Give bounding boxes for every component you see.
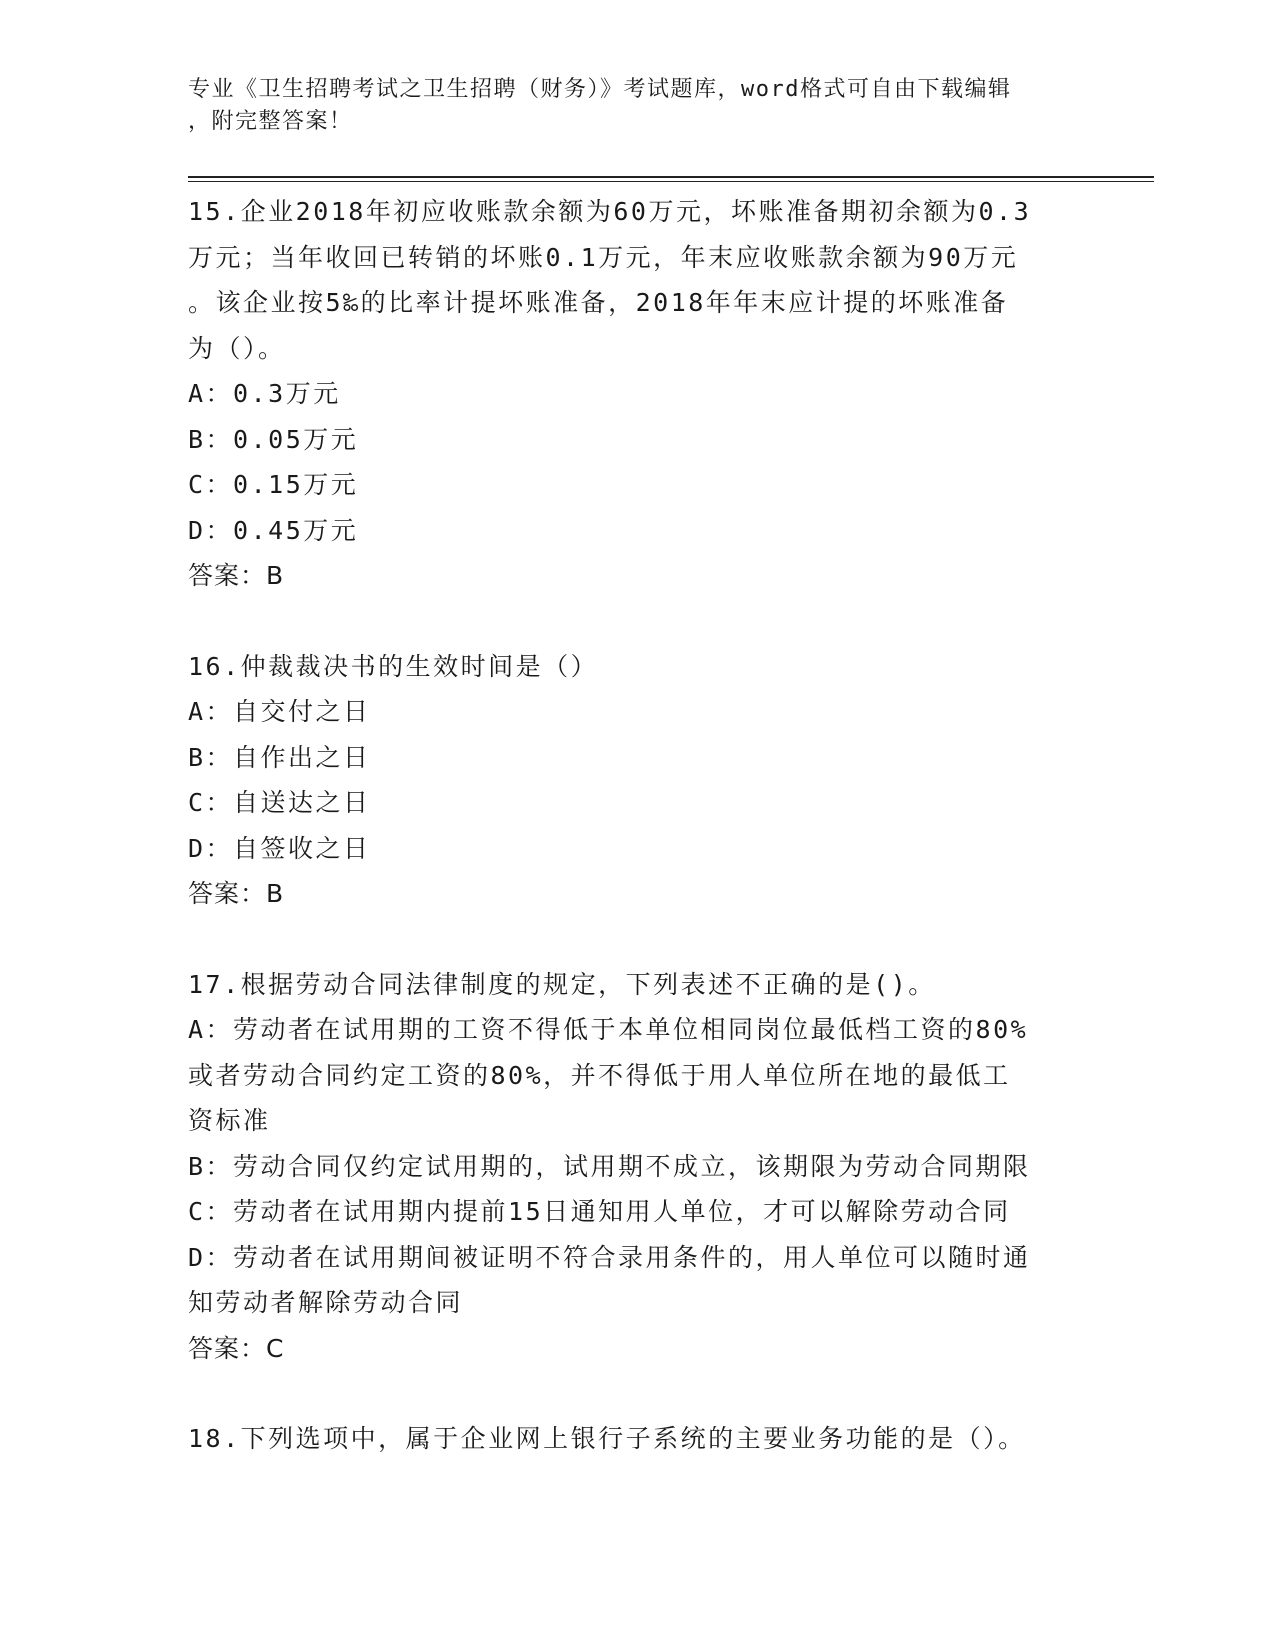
header-divider xyxy=(188,181,1154,182)
question-stem: 17.根据劳动合同法律制度的规定，下列表述不正确的是()。 xyxy=(188,969,936,999)
question-stem: 万元；当年收回已转销的坏账0.1万元，年末应收账款余额为90万元 xyxy=(188,242,1019,272)
option-d-cont: 知劳动者解除劳动合同 xyxy=(188,1288,464,1317)
answer: 答案：B xyxy=(188,561,285,590)
question-17 xyxy=(188,962,1078,1372)
option-a: A：劳动者在试用期的工资不得低于本单位相同岗位最低档工资的80% xyxy=(188,1015,1029,1044)
question-stem: 为（）。 xyxy=(188,333,286,363)
option-c: C：劳动者在试用期内提前15日通知用人单位，才可以解除劳动合同 xyxy=(188,1197,1011,1226)
header-line: 专业《卫生招聘考试之卫生招聘（财务）》考试题库，word格式可自由下载编辑 xyxy=(188,77,1012,102)
question-stem: 18.下列选项中，属于企业网上银行子系统的主要业务功能的是（）。 xyxy=(188,1424,1026,1453)
answer: 答案：C xyxy=(188,1333,285,1363)
option-a-cont: 资标准 xyxy=(188,1106,271,1135)
option-c: C：0.15万元 xyxy=(188,470,359,499)
option-b: B：劳动合同仅约定试用期的，试用期不成立，该期限为劳动合同期限 xyxy=(188,1151,1031,1181)
question-list xyxy=(188,189,1078,1462)
spacer xyxy=(188,1371,1078,1416)
question-stem: 。该企业按5‰的比率计提坏账准备，2018年年末应计提的坏账准备 xyxy=(188,288,1009,317)
question-18 xyxy=(188,1416,1078,1462)
option-a: A：自交付之日 xyxy=(188,697,371,726)
answer: 答案：B xyxy=(188,879,285,908)
option-b: B：0.05万元 xyxy=(188,424,359,454)
option-c: C：自送达之日 xyxy=(188,788,371,817)
option-b: B：自作出之日 xyxy=(188,742,371,772)
option-d: D：0.45万元 xyxy=(188,515,359,545)
spacer xyxy=(188,599,1078,644)
option-a-cont: 或者劳动合同约定工资的80%，并不得低于用人单位所在地的最低工 xyxy=(188,1060,1011,1090)
question-stem: 15.企业2018年初应收账款余额为60万元，坏账准备期初余额为0.3 xyxy=(188,197,1032,226)
spacer xyxy=(188,917,1078,962)
question-15 xyxy=(188,189,1078,599)
question-stem: 16.仲裁裁决书的生效时间是（） xyxy=(188,651,599,681)
document-header xyxy=(188,74,1068,138)
header-line: ，附完整答案！ xyxy=(188,109,353,134)
option-a: A：0.3万元 xyxy=(188,379,341,408)
option-d: D：劳动者在试用期间被证明不符合录用条件的，用人单位可以随时通 xyxy=(188,1242,1031,1272)
header-divider xyxy=(188,176,1154,178)
option-d: D：自签收之日 xyxy=(188,833,371,863)
question-16 xyxy=(188,644,1078,917)
